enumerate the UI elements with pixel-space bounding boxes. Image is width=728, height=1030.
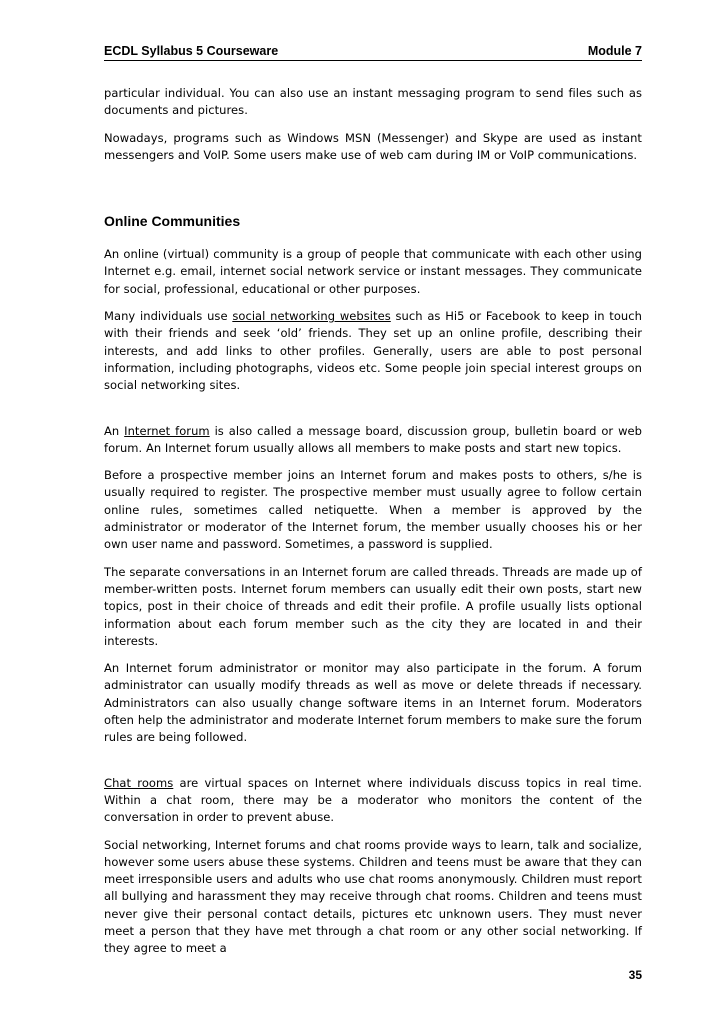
paragraph-5-pre: An (104, 423, 125, 438)
paragraph-2: Nowadays, programs such as Windows MSN (Messenger) and Skype are used as instant messengers and VoIP. Some users make use of web cam during IM or VoIP communications. (104, 130, 642, 162)
internet-forum-link[interactable]: Internet forum (124, 423, 210, 438)
paragraph-4 (104, 308, 642, 394)
page-header (104, 40, 642, 61)
paragraph-10: Social networking, Internet forums and chat rooms provide ways to learn, talk and socialize, however some users abuse these systems. Children and teens must be aware that they can meet irresponsible users and adults who use chat rooms anonymously. Children must report all bullying and harassment they may receive through chat rooms. Children and teens must never give their personal contact details, pictures etc unknown users. They must never meet a person that they have met through a chat room or any other social networking. If they agree to meet a (104, 837, 642, 956)
document-page (104, 40, 642, 968)
paragraph-3: An online (virtual) community is a group of people that communicate with each other using Internet e.g. email, internet social network service or instant messages. They communicate for social, professional, educational or other purposes. (104, 247, 642, 296)
page-footer (104, 968, 642, 982)
paragraph-5-post: is also called a message board, discussion group, bulletin board or web forum. An Internet forum usually allows all members to make posts and start new topics. (104, 423, 642, 455)
header-title: ECDL Syllabus 5 Courseware (104, 44, 279, 58)
paragraph-4-pre: Many individuals use (104, 309, 233, 324)
paragraph-9-post: are virtual spaces on Internet where individuals discuss topics in real time. Within a chat room, there may be a moderator who monitors the content of the conversation in order to prevent abuse. (104, 775, 642, 825)
paragraph-6: Before a prospective member joins an Internet forum and makes posts to others, s/he is usually required to register. The prospective member must usually agree to follow certain online rules, sometimes called netiquette. When a member is approved by the administrator or moderator of the Internet forum, the member usually chooses his or her own user name and password. Sometimes, a password is supplied. (104, 468, 642, 552)
header-module: Module 7 (587, 44, 642, 58)
paragraph-8: An Internet forum administrator or monitor may also participate in the forum. A forum administrator can usually modify threads as well as move or delete threads if necessary. Administrators can also usually change software items in an Internet forum. Moderators often help the administrator and moderate Internet forum members to make sure the forum rules are being followed. (104, 661, 642, 745)
paragraph-9 (104, 775, 642, 827)
chat-rooms-link[interactable]: Chat rooms (104, 775, 174, 790)
paragraph-1: particular individual. You can also use an instant messaging program to send files such as documents and pictures. (104, 86, 642, 118)
page-content (104, 85, 642, 958)
paragraph-5 (104, 423, 642, 458)
paragraph-4-post: such as Hi5 or Facebook to keep in touch with their friends and seek ‘old’ friends. They set up an online profile, describing their interests, and add links to other profiles. Generally, users are able to post personal information, including photographs, videos etc. Some people join special interest groups on social networking sites. (104, 309, 642, 393)
page-number: 35 (628, 968, 642, 982)
social-networking-link[interactable]: social networking websites (232, 309, 391, 324)
section-heading: Online Communities (104, 213, 241, 230)
paragraph-7: The separate conversations in an Internet forum are called threads. Threads are made up of member-written posts. Internet forum members can usually edit their own posts, start new topics, post in their choice of threads and edit their profile. A profile usually lists optional information about each forum member such as the city they are located in and their interests. (104, 564, 642, 648)
